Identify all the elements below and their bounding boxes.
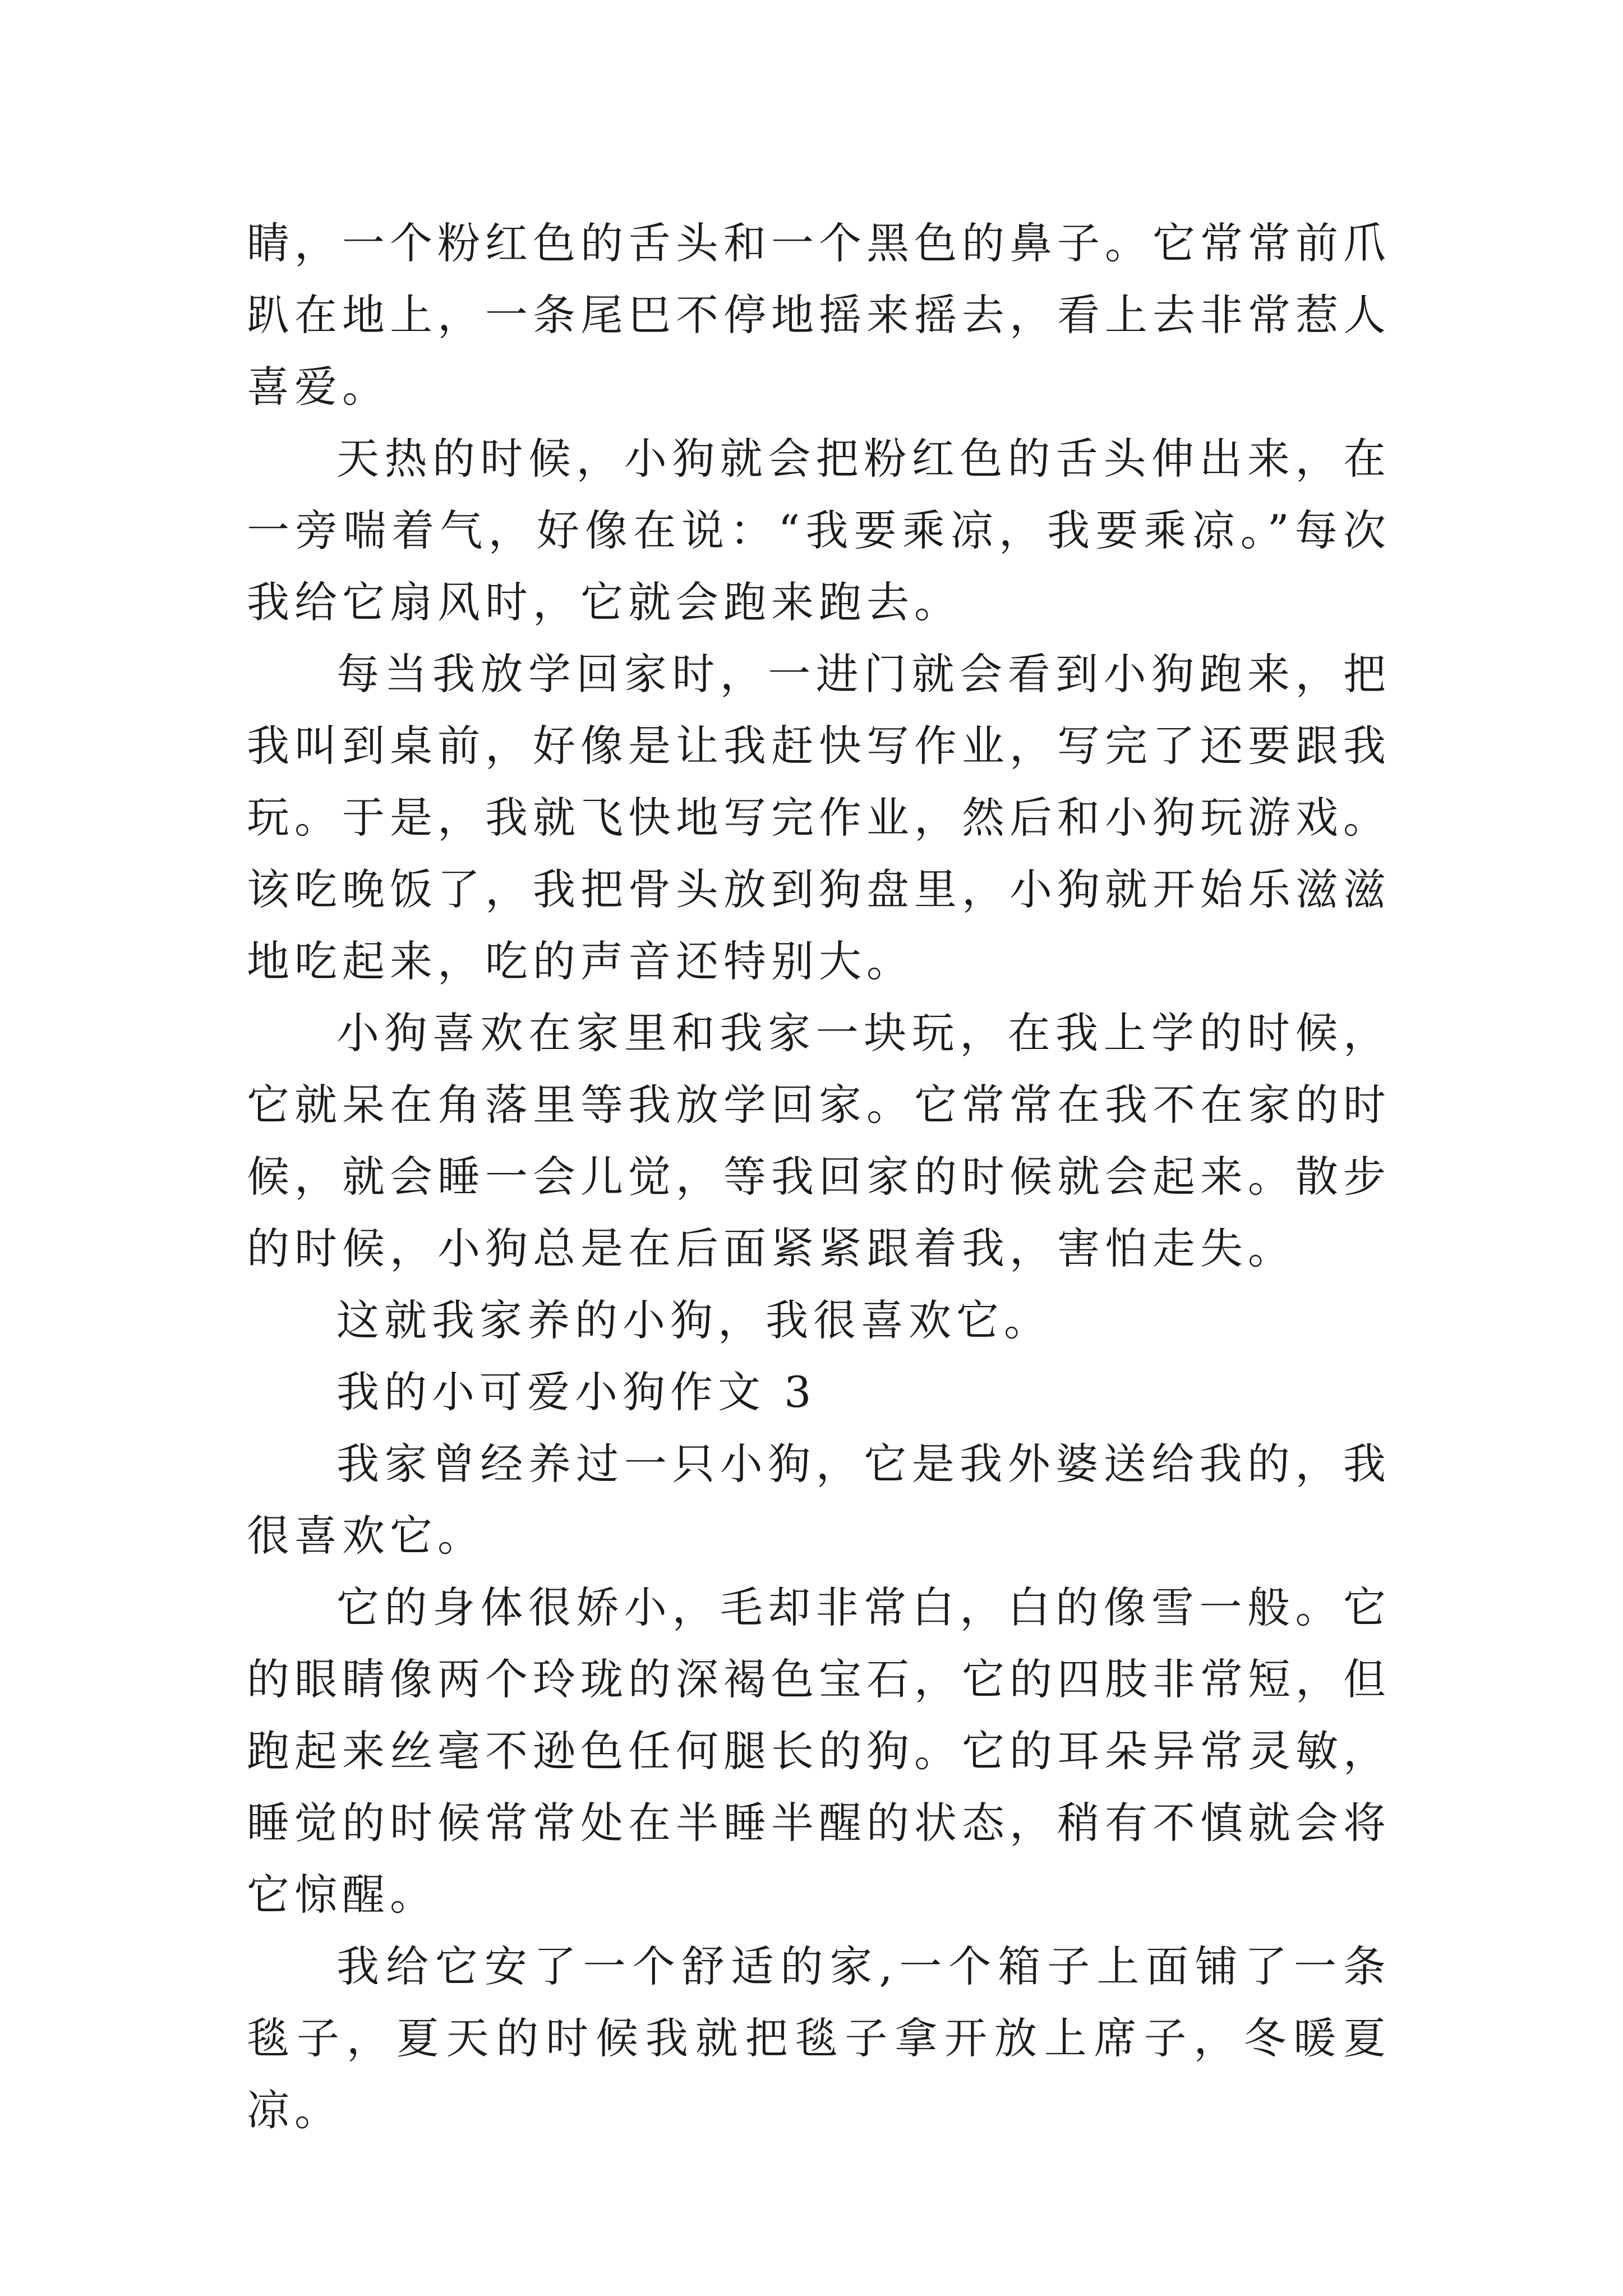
- paragraph-appearance: 它的身体很娇小，毛却非常白，白的像雪一般。它的眼睛像两个玲珑的深褐色宝石，它的四肢非常短，但跑起来丝毫不逊色任何腿长的狗。它的耳朵异常灵敏，睡觉的时候常常处在半睡半醒的状态，稍有不慎就会将它惊醒。: [247, 1582, 1391, 1920]
- document-body: [247, 208, 1391, 2146]
- essay-title: 我的小可爱小狗作文 3: [336, 1367, 817, 1417]
- paragraph-hot-weather: 天热的时候，小狗就会把粉红色的舌头伸出来，在一旁喘着气，好像在说：“我要乘凉，我要乘凉。”每次我给它扇风时，它就会跑来跑去。: [247, 434, 1391, 627]
- paragraph-intro: 我家曾经养过一只小狗，它是我外婆送给我的，我很喜欢它。: [247, 1439, 1391, 1561]
- paragraph-continuation: 睛，一个粉红色的舌头和一个黑色的鼻子。它常常前爪趴在地上，一条尾巴不停地摇来摇去，看上去非常惹人喜爱。: [247, 218, 1391, 412]
- paragraph-after-school: 每当我放学回家时，一进门就会看到小狗跑来，把我叫到桌前，好像是让我赶快写作业，写完了还要跟我玩。于是，我就飞快地写完作业，然后和小狗玩游戏。该吃晚饭了，我把骨头放到狗盘里，小狗就开始乐滋滋地吃起来，吃的声音还特别大。: [247, 649, 1391, 986]
- paragraph-play-at-home: 小狗喜欢在家里和我家一块玩，在我上学的时候，它就呆在角落里等我放学回家。它常常在我不在家的时候，就会睡一会儿觉，等我回家的时候就会起来。散步的时候，小狗总是在后面紧紧跟着我，害怕走失。: [247, 1008, 1391, 1273]
- paragraph-conclusion: 这就我家养的小狗，我很喜欢它。: [336, 1295, 1052, 1345]
- paragraph-dog-home: 我给它安了一个舒适的家,一个箱子上面铺了一条毯子，夏天的时候我就把毯子拿开放上席子，冬暖夏凉。: [247, 1941, 1391, 2135]
